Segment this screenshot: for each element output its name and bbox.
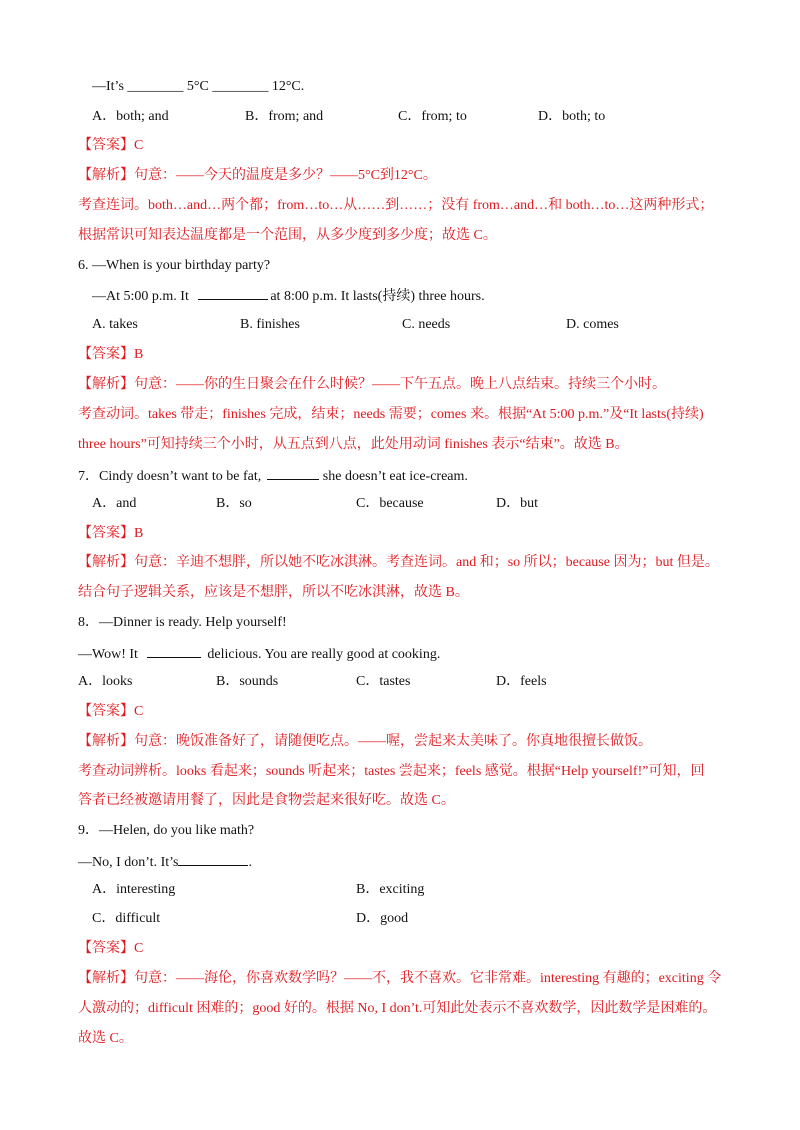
q9-analysis-1: 【解析】句意：——海伦，你喜欢数学吗？——不，我不喜欢。它非常难。interesting 有趣的；exciting 令 <box>78 971 722 986</box>
q8-option-d: D．feels <box>496 674 547 689</box>
q5-option-b: B．from; and <box>245 109 324 124</box>
q6-option-b: B. finishes <box>240 317 300 332</box>
q5-option-d: D．both; to <box>538 109 606 124</box>
q9-option-a: A．interesting <box>92 882 176 897</box>
q9-option-c: C．difficult <box>92 911 161 926</box>
q7-option-a: A．and <box>92 496 137 511</box>
q8-option-c: C．tastes <box>356 674 411 689</box>
q6-analysis-3: three hours”可知持续三个小时，从五点到八点，此处用动词 finishes 表示“结束”。故选 B。 <box>78 437 629 452</box>
q8-option-a: A．looks <box>78 674 133 689</box>
q6-stem-2 <box>92 285 485 307</box>
q9-analysis-2: 人激动的；difficult 困难的；good 好的。根据 No, I don’t.可知此处表示不喜欢数学，因此数学是困难的。 <box>78 1001 717 1016</box>
q7-analysis-2: 结合句子逻辑关系，应该是不想胖，所以不吃冰淇淋，故选 B。 <box>78 585 469 600</box>
q7-answer: 【答案】B <box>78 526 144 541</box>
q5-analysis-2: 考查连词。both…and…两个都；from…to…从……到……；没有 from…and…和 both…to…这两种形式； <box>78 198 714 213</box>
q9-answer-blank <box>178 851 248 866</box>
q8-analysis-2: 考查动词辨析。looks 看起来；sounds 听起来；tastes 尝起来；feels 感觉。根据“Help yourself!”可知，回 <box>78 764 705 779</box>
q5-analysis-3: 根据常识可知表达温度都是一个范围，从多少度到多少度；故选 C。 <box>78 228 497 243</box>
q9-option-d: D．good <box>356 911 409 926</box>
q6-option-c: C. needs <box>402 317 451 332</box>
q9-stem-2-before: —No, I don’t. It’s <box>78 855 179 870</box>
q5-option-c: C．from; to <box>398 109 467 124</box>
q9-stem-1: 9．—Helen, do you like math? <box>78 823 255 838</box>
q9-answer: 【答案】C <box>78 941 144 956</box>
q8-analysis-3: 答者已经被邀请用餐了，因此是食物尝起来很好吃。故选 C。 <box>78 793 455 808</box>
q6-analysis-1: 【解析】句意：——你的生日聚会在什么时候？——下午五点。晚上八点结束。持续三个小时。 <box>78 377 666 392</box>
q8-option-b: B．sounds <box>216 674 279 689</box>
q8-analysis-1: 【解析】句意：晚饭准备好了，请随便吃点。——喔，尝起来太美味了。你真地很擅长做饭。 <box>78 734 652 749</box>
q5-stem: —It’s ________ 5°C ________ 12°C. <box>92 79 305 94</box>
q7-option-b: B．so <box>216 496 252 511</box>
q6-analysis-2: 考查动词。takes 带走；finishes 完成，结束；needs 需要；comes 来。根据“At 5:00 p.m.”及“It lasts(持续) <box>78 407 704 422</box>
q7-option-d: D．but <box>496 496 538 511</box>
q7-stem-before: 7．Cindy doesn’t want to be fat, <box>78 469 262 484</box>
q6-stem-2-before: —At 5:00 p.m. It <box>92 289 189 304</box>
q5-option-a: A．both; and <box>92 109 169 124</box>
q7-option-c: C．because <box>356 496 424 511</box>
q8-stem-2-after: delicious. You are really good at cooking. <box>207 647 441 662</box>
q7-stem <box>78 465 468 487</box>
q7-answer-blank <box>267 465 319 480</box>
q7-stem-after: she doesn’t eat ice-cream. <box>322 469 468 484</box>
q6-answer-blank <box>198 285 268 300</box>
q6-option-d: D. comes <box>566 317 619 332</box>
q5-answer: 【答案】C <box>78 138 144 153</box>
q9-stem-2-after: . <box>248 855 252 870</box>
q6-option-a: A. takes <box>92 317 138 332</box>
q8-answer: 【答案】C <box>78 704 144 719</box>
q8-answer-blank <box>147 643 201 658</box>
q6-answer: 【答案】B <box>78 347 144 362</box>
q8-stem-2 <box>78 643 440 665</box>
q6-stem-2-after: at 8:00 p.m. It lasts(持续) three hours. <box>270 289 485 304</box>
q9-option-b: B．exciting <box>356 882 425 897</box>
q5-analysis-1: 【解析】句意：——今天的温度是多少？——5°C到12°C。 <box>78 168 437 183</box>
q9-stem-2 <box>78 851 252 873</box>
q7-analysis-1: 【解析】句意：辛迪不想胖，所以她不吃冰淇淋。考查连词。and 和；so 所以；because 因为；but 但是。 <box>78 555 719 570</box>
q8-stem-1: 8．—Dinner is ready. Help yourself! <box>78 615 287 630</box>
q6-stem-1: 6. —When is your birthday party? <box>78 258 271 273</box>
q8-stem-2-before: —Wow! It <box>78 647 138 662</box>
q9-analysis-3: 故选 C。 <box>78 1031 133 1046</box>
